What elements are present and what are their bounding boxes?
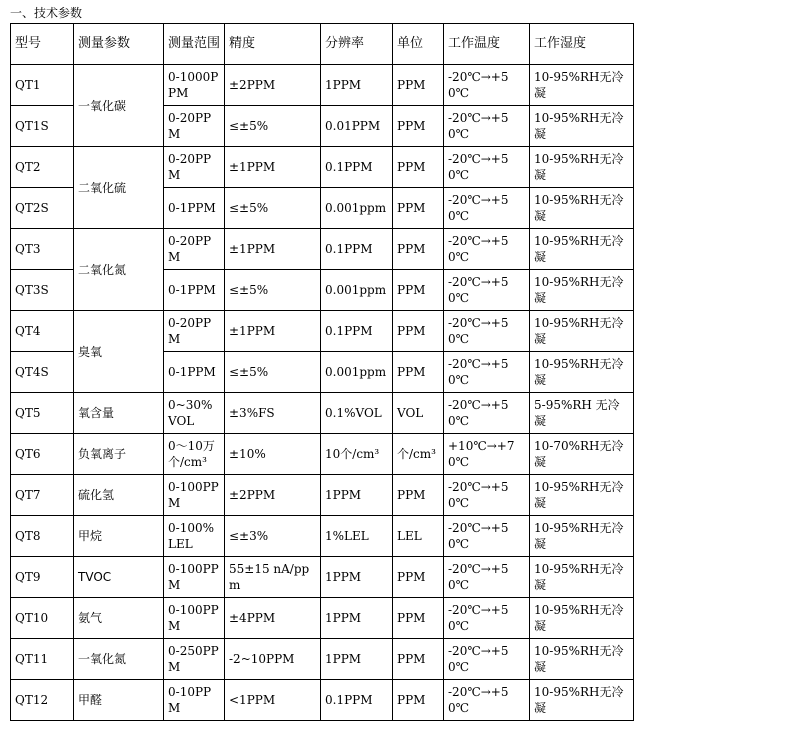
humidity-cell: 10-95%RH无冷凝 (530, 65, 634, 106)
parameter-cell: 甲烷 (74, 516, 164, 557)
model-cell: QT8 (11, 516, 74, 557)
humidity-cell: 5-95%RH 无冷凝 (530, 393, 634, 434)
table-row (11, 639, 634, 680)
model-cell: QT4S (11, 352, 74, 393)
parameter-cell: 负氧离子 (74, 434, 164, 475)
unit-cell: PPM (393, 270, 444, 311)
temperature-cell: -20℃→+50℃ (444, 639, 530, 680)
range-cell: 0-20PPM (164, 229, 225, 270)
accuracy-cell: ±2PPM (225, 475, 321, 516)
unit-cell: PPM (393, 188, 444, 229)
temperature-cell: -20℃→+50℃ (444, 65, 530, 106)
resolution-cell: 1PPM (321, 639, 393, 680)
model-cell: QT3S (11, 270, 74, 311)
range-cell: 0~30%VOL (164, 393, 225, 434)
temperature-cell: -20℃→+50℃ (444, 229, 530, 270)
header-resolution: 分辨率 (321, 24, 393, 65)
accuracy-cell: -2~10PPM (225, 639, 321, 680)
table-row (11, 516, 634, 557)
model-cell: QT2 (11, 147, 74, 188)
table-row (11, 311, 634, 352)
section-heading: 一、技术参数 (10, 6, 83, 20)
model-cell: QT1S (11, 106, 74, 147)
accuracy-cell: <1PPM (225, 680, 321, 721)
resolution-cell: 0.001ppm (321, 352, 393, 393)
resolution-cell: 1%LEL (321, 516, 393, 557)
accuracy-cell: 55±15 nA/ppm (225, 557, 321, 598)
range-cell: 0-10PPM (164, 680, 225, 721)
model-cell: QT5 (11, 393, 74, 434)
model-cell: QT1 (11, 65, 74, 106)
header-temperature: 工作温度 (444, 24, 530, 65)
range-cell: 0～10万 个/cm³ (164, 434, 225, 475)
range-cell: 0-100%LEL (164, 516, 225, 557)
table-row (11, 229, 634, 270)
resolution-cell: 0.1PPM (321, 680, 393, 721)
parameter-cell: 甲醛 (74, 680, 164, 721)
model-cell: QT12 (11, 680, 74, 721)
humidity-cell: 10-95%RH无冷凝 (530, 680, 634, 721)
table-row (11, 147, 634, 188)
humidity-cell: 10-95%RH无冷凝 (530, 639, 634, 680)
accuracy-cell: ≤±5% (225, 188, 321, 229)
header-parameter: 测量参数 (74, 24, 164, 65)
model-cell: QT6 (11, 434, 74, 475)
model-cell: QT2S (11, 188, 74, 229)
table-row (11, 557, 634, 598)
temperature-cell: -20℃→+50℃ (444, 516, 530, 557)
humidity-cell: 10-95%RH无冷凝 (530, 270, 634, 311)
parameter-cell: 二氧化氮 (74, 229, 164, 311)
model-cell: QT4 (11, 311, 74, 352)
range-cell: 0-20PPM (164, 147, 225, 188)
header-unit: 单位 (393, 24, 444, 65)
resolution-cell: 1PPM (321, 557, 393, 598)
header-row (11, 24, 634, 65)
resolution-cell: 0.1PPM (321, 229, 393, 270)
humidity-cell: 10-95%RH无冷凝 (530, 106, 634, 147)
temperature-cell: -20℃→+50℃ (444, 598, 530, 639)
accuracy-cell: ≤±5% (225, 106, 321, 147)
unit-cell: PPM (393, 65, 444, 106)
humidity-cell: 10-95%RH无冷凝 (530, 557, 634, 598)
range-cell: 0-1PPM (164, 270, 225, 311)
humidity-cell: 10-95%RH无冷凝 (530, 352, 634, 393)
unit-cell: VOL (393, 393, 444, 434)
technical-parameters-table (10, 23, 634, 721)
unit-cell: PPM (393, 680, 444, 721)
humidity-cell: 10-95%RH无冷凝 (530, 188, 634, 229)
accuracy-cell: ±1PPM (225, 311, 321, 352)
parameter-cell: 一氧化氮 (74, 639, 164, 680)
resolution-cell: 0.001ppm (321, 188, 393, 229)
resolution-cell: 0.1PPM (321, 311, 393, 352)
accuracy-cell: ≤±5% (225, 270, 321, 311)
accuracy-cell: ±1PPM (225, 147, 321, 188)
resolution-cell: 1PPM (321, 598, 393, 639)
parameter-cell: TVOC (74, 557, 164, 598)
unit-cell: PPM (393, 352, 444, 393)
unit-cell: PPM (393, 598, 444, 639)
table-row (11, 393, 634, 434)
unit-cell: PPM (393, 311, 444, 352)
range-cell: 0-250PPM (164, 639, 225, 680)
accuracy-cell: ≤±3% (225, 516, 321, 557)
table-row (11, 680, 634, 721)
temperature-cell: -20℃→+50℃ (444, 680, 530, 721)
parameter-cell: 二氧化硫 (74, 147, 164, 229)
unit-cell: PPM (393, 229, 444, 270)
resolution-cell: 1PPM (321, 475, 393, 516)
humidity-cell: 10-70%RH无冷凝 (530, 434, 634, 475)
header-humidity: 工作湿度 (530, 24, 634, 65)
temperature-cell: -20℃→+50℃ (444, 352, 530, 393)
resolution-cell: 1PPM (321, 65, 393, 106)
header-range: 测量范围 (164, 24, 225, 65)
table-row (11, 598, 634, 639)
temperature-cell: +10℃→+70℃ (444, 434, 530, 475)
temperature-cell: -20℃→+50℃ (444, 557, 530, 598)
humidity-cell: 10-95%RH无冷凝 (530, 598, 634, 639)
header-model: 型号 (11, 24, 74, 65)
range-cell: 0-100PPM (164, 475, 225, 516)
model-cell: QT10 (11, 598, 74, 639)
temperature-cell: -20℃→+50℃ (444, 147, 530, 188)
unit-cell: 个/cm³ (393, 434, 444, 475)
resolution-cell: 10个/cm³ (321, 434, 393, 475)
accuracy-cell: ±3%FS (225, 393, 321, 434)
temperature-cell: -20℃→+50℃ (444, 270, 530, 311)
temperature-cell: -20℃→+50℃ (444, 475, 530, 516)
range-cell: 0-20PPM (164, 106, 225, 147)
parameter-cell: 一氧化碳 (74, 65, 164, 147)
temperature-cell: -20℃→+50℃ (444, 106, 530, 147)
resolution-cell: 0.01PPM (321, 106, 393, 147)
accuracy-cell: ≤±5% (225, 352, 321, 393)
parameter-cell: 硫化氢 (74, 475, 164, 516)
table-row (11, 475, 634, 516)
humidity-cell: 10-95%RH无冷凝 (530, 229, 634, 270)
accuracy-cell: ±1PPM (225, 229, 321, 270)
parameter-cell: 氨气 (74, 598, 164, 639)
humidity-cell: 10-95%RH无冷凝 (530, 516, 634, 557)
model-cell: QT3 (11, 229, 74, 270)
model-cell: QT7 (11, 475, 74, 516)
range-cell: 0-20PPM (164, 311, 225, 352)
table-row (11, 434, 634, 475)
accuracy-cell: ±10% (225, 434, 321, 475)
model-cell: QT9 (11, 557, 74, 598)
range-cell: 0-1000PPM (164, 65, 225, 106)
resolution-cell: 0.1%VOL (321, 393, 393, 434)
humidity-cell: 10-95%RH无冷凝 (530, 147, 634, 188)
model-cell: QT11 (11, 639, 74, 680)
unit-cell: PPM (393, 106, 444, 147)
unit-cell: PPM (393, 147, 444, 188)
temperature-cell: -20℃→+50℃ (444, 188, 530, 229)
header-accuracy: 精度 (225, 24, 321, 65)
unit-cell: PPM (393, 557, 444, 598)
parameter-cell: 氧含量 (74, 393, 164, 434)
unit-cell: PPM (393, 639, 444, 680)
parameter-cell: 臭氧 (74, 311, 164, 393)
unit-cell: LEL (393, 516, 444, 557)
resolution-cell: 0.001ppm (321, 270, 393, 311)
unit-cell: PPM (393, 475, 444, 516)
table-body (11, 65, 634, 721)
humidity-cell: 10-95%RH无冷凝 (530, 475, 634, 516)
humidity-cell: 10-95%RH无冷凝 (530, 311, 634, 352)
range-cell: 0-100PPM (164, 598, 225, 639)
table-row (11, 65, 634, 106)
range-cell: 0-1PPM (164, 188, 225, 229)
range-cell: 0-100PPM (164, 557, 225, 598)
temperature-cell: -20℃→+50℃ (444, 311, 530, 352)
accuracy-cell: ±2PPM (225, 65, 321, 106)
temperature-cell: -20℃→+50℃ (444, 393, 530, 434)
range-cell: 0-1PPM (164, 352, 225, 393)
resolution-cell: 0.1PPM (321, 147, 393, 188)
accuracy-cell: ±4PPM (225, 598, 321, 639)
